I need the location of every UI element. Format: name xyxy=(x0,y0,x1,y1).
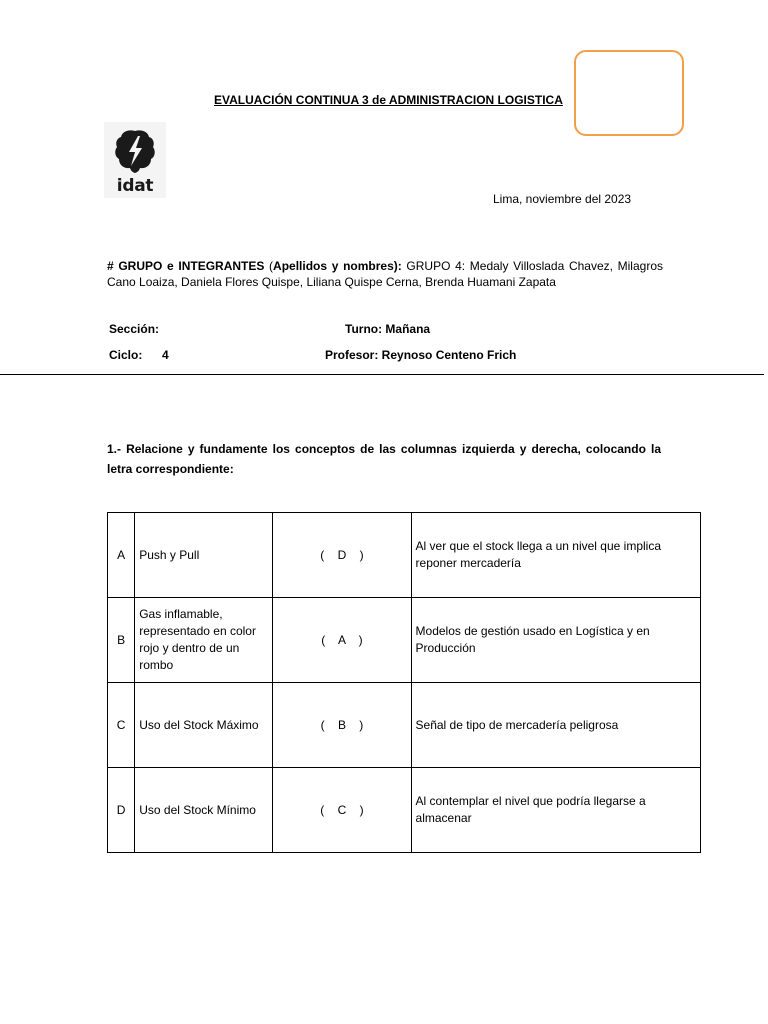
group-label: # GRUPO e INTEGRANTES xyxy=(107,259,265,273)
ciclo-value: 4 xyxy=(162,348,169,362)
row-answer: ( D ) xyxy=(273,513,411,598)
row-letter: B xyxy=(108,598,135,683)
idat-logo xyxy=(104,122,166,198)
matching-table xyxy=(107,512,701,853)
row-concept: Uso del Stock Mínimo xyxy=(135,768,273,853)
row-description: Al ver que el stock llega a un nivel que implica reponer mercadería xyxy=(411,513,700,598)
profesor-label: Profesor: Reynoso Centeno Frich xyxy=(325,348,517,362)
table-row xyxy=(108,683,701,768)
row-description: Señal de tipo de mercadería peligrosa xyxy=(411,683,700,768)
row-answer: ( A ) xyxy=(273,598,411,683)
row-answer: ( C ) xyxy=(273,768,411,853)
row-letter: A xyxy=(108,513,135,598)
grade-box xyxy=(574,50,684,136)
row-answer: ( B ) xyxy=(273,683,411,768)
section-label: Sección: xyxy=(109,322,160,336)
document-title: EVALUACIÓN CONTINUA 3 de ADMINISTRACION LOGISTICA xyxy=(214,93,563,107)
group-members-text: GRUPO 4: Medaly Villoslada Chavez, Milagros Cano Loaiza, Daniela Flores Quispe, Liliana Quispe Cerna, Brenda Huamani Zapata xyxy=(107,259,663,289)
row-letter: C xyxy=(108,683,135,768)
header-divider xyxy=(0,374,764,375)
group-members xyxy=(107,258,663,290)
brain-bolt-icon xyxy=(114,128,156,174)
table-row xyxy=(108,513,701,598)
row-description: Al contemplar el nivel que podría llegarse a almacenar xyxy=(411,768,700,853)
group-label-detail: Apellidos y nombres): xyxy=(273,259,402,273)
question-1: 1.- Relacione y fundamente los conceptos de las columnas izquierda y derecha, colocando la letra correspondiente: xyxy=(107,442,661,476)
ciclo-label: Ciclo: xyxy=(109,348,143,362)
group-label-open: ( xyxy=(264,259,274,273)
place-date: Lima, noviembre del 2023 xyxy=(493,192,632,206)
table-row xyxy=(108,598,701,683)
row-concept: Push y Pull xyxy=(135,513,273,598)
row-letter: D xyxy=(108,768,135,853)
row-concept: Uso del Stock Máximo xyxy=(135,683,273,768)
row-concept: Gas inflamable, representado en color rojo y dentro de un rombo xyxy=(135,598,273,683)
row-description: Modelos de gestión usado en Logística y en Producción xyxy=(411,598,700,683)
table-row xyxy=(108,768,701,853)
logo-text: idat xyxy=(116,176,154,196)
turno-label: Turno: Mañana xyxy=(345,322,431,336)
